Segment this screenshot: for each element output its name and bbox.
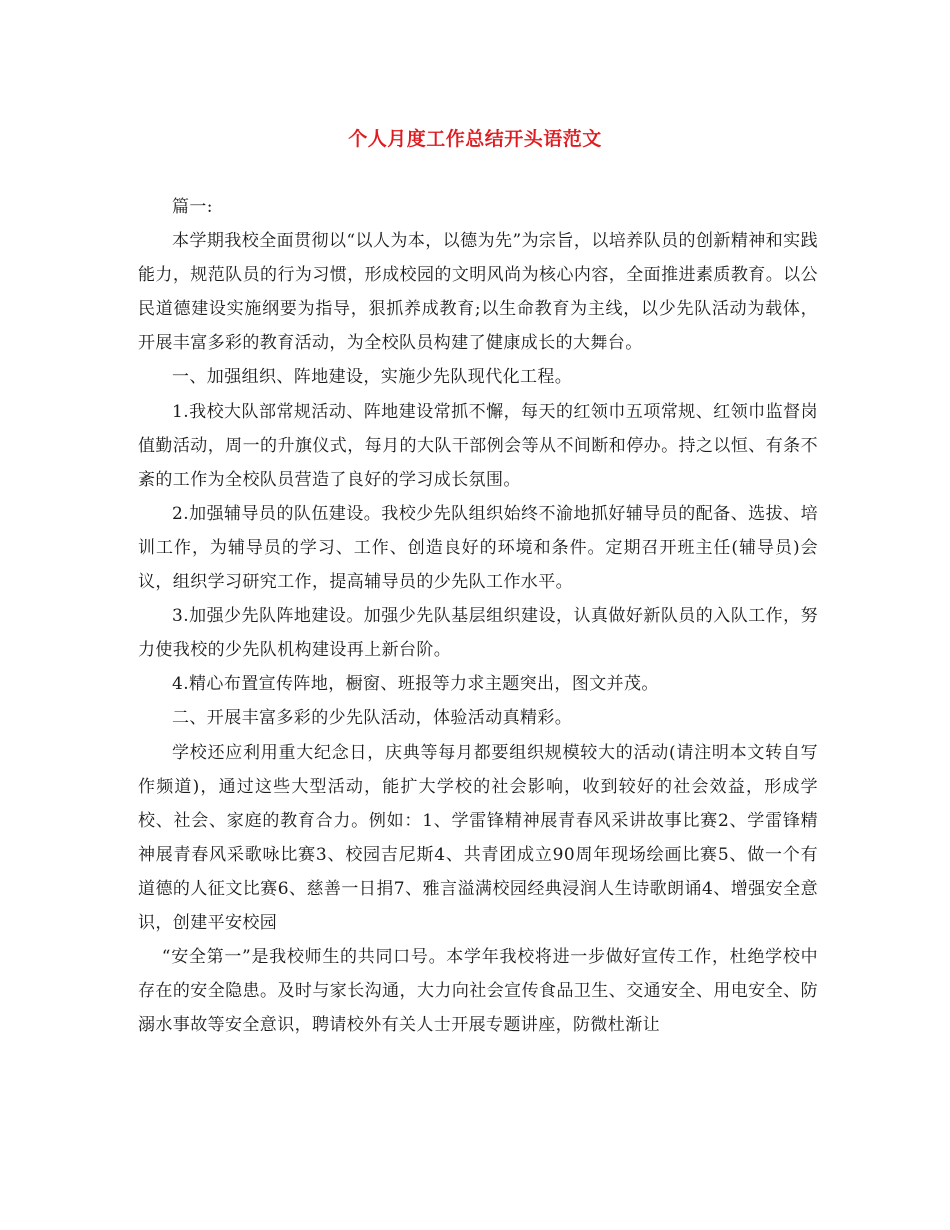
paragraph-heading-1: 一、加强组织、阵地建设，实施少先队现代化工程。 (172, 367, 573, 388)
paragraph-intro: 本学期我校全面贯彻以“以人为本，以德为先”为宗旨，以培养队员的创新精神和实践能力，规范队员的行为习惯，形成校园的文明风尚为核心内容，全面推进素质教育。以公民道德建设实施纲要为指导，狠抓养成教育;以生命教育为主线，以少先队活动为载体，开展丰富多彩的教育活动，为全校队员构建了健康成长的大舞台。 (138, 231, 818, 354)
paragraph-activities: 学校还应利用重大纪念日，庆典等每月都要组织规模较大的活动(请注明本文转自写作频道)，通过这些大型活动，能扩大学校的社会影响，收到较好的社会效益，形成学校、社会、家庭的教育合力。例如：1、学雷锋精神展青春风采讲故事比赛2、学雷锋精神展青春风采歌咏比赛3、校园吉尼斯4、共青团成立90周年现场绘画比赛5、做一个有道德的人征文比赛6、慈善一日捐7、雅言溢满校园经典浸润人生诗歌朗诵4、增强安全意识，创建平安校园 (138, 742, 818, 933)
paragraph-item-3: 3.加强少先队阵地建设。加强少先队基层组织建设，认真做好新队员的入队工作，努力使我校的少先队机构建设再上新台阶。 (138, 606, 818, 661)
paragraph-item-1: 1.我校大队部常规活动、阵地建设常抓不懈，每天的红领巾五项常规、红领巾监督岗值勤活动，周一的升旗仪式，每月的大队干部例会等从不间断和停办。持之以恒、有条不紊的工作为全校队员营造了良好的学习成长氛围。 (138, 401, 818, 490)
paragraph-heading-2: 二、开展丰富多彩的少先队活动，体验活动真精彩。 (172, 708, 573, 729)
paragraph-section-label: 篇一: (172, 197, 213, 217)
paragraph-item-2: 2.加强辅导员的队伍建设。我校少先队组织始终不渝地抓好辅导员的配备、选拔、培训工作，为辅导员的学习、工作、创造良好的环境和条件。定期召开班主任(辅导员)会议，组织学习研究工作，提高辅导员的少先队工作水平。 (138, 503, 818, 593)
paragraph-item-4: 4.精心布置宣传阵地，橱窗、班报等力求主题突出，图文并茂。 (172, 674, 659, 695)
document-body (138, 190, 818, 1042)
paragraph-safety: “安全第一”是我校师生的共同口号。本学年我校将进一步做好宣传工作，杜绝学校中存在的安全隐患。及时与家长沟通，大力向社会宣传食品卫生、交通安全、用电安全、防溺水事故等安全意识，聘请校外有关人士开展专题讲座，防微杜渐让 (138, 947, 818, 1036)
document-title: 个人月度工作总结开头语范文 (348, 128, 602, 150)
